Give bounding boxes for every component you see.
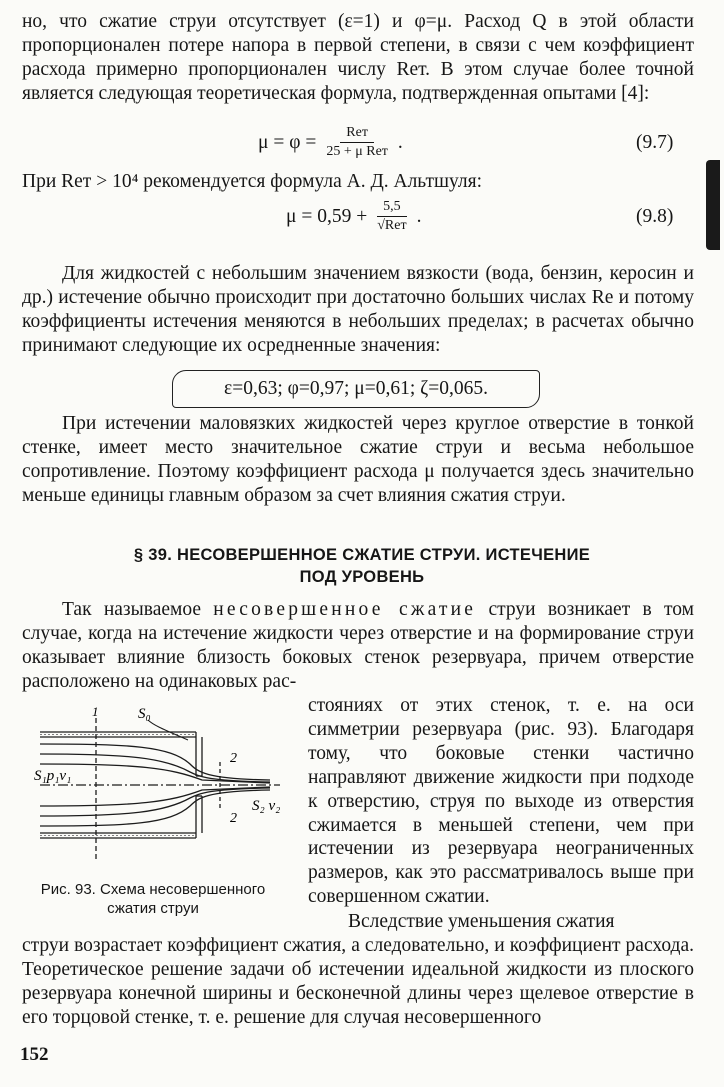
section-heading — [100, 544, 624, 588]
page-number: 152 — [20, 1044, 49, 1065]
figure-label-s2v2: S₂ v₂ — [252, 798, 281, 814]
section-heading-line-1: § 39. НЕСОВЕРШЕННОЕ СЖАТИЕ СТРУИ. ИСТЕЧЕНИЕ — [133, 546, 591, 564]
figure-label-section-2-bottom: 2 — [230, 811, 237, 826]
figure-label-s1p1v1: S₁p₁v₁ — [34, 768, 72, 784]
formula-9-7-numerator: Reт — [340, 124, 374, 143]
p5-spaced-term: несовершенное сжатие — [213, 599, 477, 620]
formula-9-8-numerator: 5,5 — [377, 198, 407, 217]
p5-start: Так называемое — [62, 599, 201, 620]
formula-9-7-denominator: 25 + μ Reт — [326, 144, 388, 159]
figure-label-section-1-top: 1 — [92, 704, 99, 719]
figure-93-diagram — [30, 700, 292, 870]
paragraph-consequence-rest: струи возрастает коэффициент сжатия, а следовательно, и коэффициент расхода. Теоретическое решение задачи об истечении идеальной жидкости из плоского резервуара конечной ширины и бесконечной длины через щелевое отверстие в его торцовой стенке, т. е. решение для случая несовершенного — [22, 935, 694, 1028]
formula-9-7 — [258, 124, 403, 161]
formula-9-8-fraction — [371, 198, 412, 235]
section-heading-line-2: ПОД УРОВЕНЬ — [299, 568, 425, 586]
figure-label-section-2-top: 2 — [230, 751, 237, 766]
formula-9-7-lhs: μ = φ = — [258, 131, 317, 153]
page-edge-mark — [706, 160, 720, 250]
figure-93-caption: Рис. 93. Схема несовершенного сжатия струи — [40, 881, 266, 917]
paragraph-altshul: При Reт > 10⁴ рекомендуется формула А. Д. Альтшуля: — [22, 171, 483, 192]
formula-9-8-denominator: √Reт — [377, 218, 407, 233]
equation-number-9-8: (9.8) — [636, 206, 674, 227]
paragraph-imperfect-compression — [22, 598, 694, 694]
figure-label-s0: S₀ — [138, 706, 151, 722]
equation-number-9-7: (9.7) — [636, 132, 674, 153]
paragraph-low-viscosity: Для жидкостей с небольшим значением вязкости (вода, бензин, керосин и др.) истечение обычно происходит при достаточно больших числах Re и потому коэффициенты истечения меняются в небольших пределах; в расчетах обычно принимают следующие их осредненные значения: — [22, 263, 694, 356]
formula-9-7-fraction — [320, 124, 394, 161]
boxed-average-values: ε=0,63; φ=0,97; μ=0,61; ζ=0,065. — [172, 370, 540, 408]
formula-9-7-tail: . — [397, 131, 403, 153]
paragraph-thin-wall: При истечении маловязких жидкостей через круглое отверстие в тонкой стенке, имеет место значительное сжатие струи и весьма небольшое сопротивление. Поэтому коэффициент расхода μ получается здесь значительно меньше единицы главным образом за счет влияния сжатия струи. — [22, 413, 694, 506]
paragraph-intro: но, что сжатие струи отсутствует (ε=1) и φ=μ. Расход Q в этой области пропорционален потере напора в первой степени, в связи с чем коэффициент расхода примерно пропорционален числу Reт. В этом случае более точной является следующая теоретическая формула, подтвержденная опытами [4]: — [22, 11, 694, 104]
formula-9-8 — [286, 198, 421, 235]
formula-9-8-lhs: μ = 0,59 + — [286, 205, 368, 227]
paragraph-consequence-start: Вследствие уменьшения сжатия — [348, 911, 615, 932]
formula-9-8-tail: . — [416, 205, 422, 227]
paragraph-symmetry: стояниях от этих стенок, т. е. на оси симметрии резервуара (рис. 93). Благодаря тому, что боковые стенки частично направляют движение жидкости при подходе к отверстию, струя по выходе из отверстия сжимается в меньшей степени, чем при истечении из резервуара неограниченных размеров, как это рассматривалось выше при совершенном сжатии. — [308, 695, 694, 908]
p5-rest: струи возникает в том случае, когда на истечение жидкости через отверстие и на формирование струи оказывает влияние близость боковых стенок резервуара, причем отверстие расположено на одинаковых рас- — [22, 599, 695, 692]
